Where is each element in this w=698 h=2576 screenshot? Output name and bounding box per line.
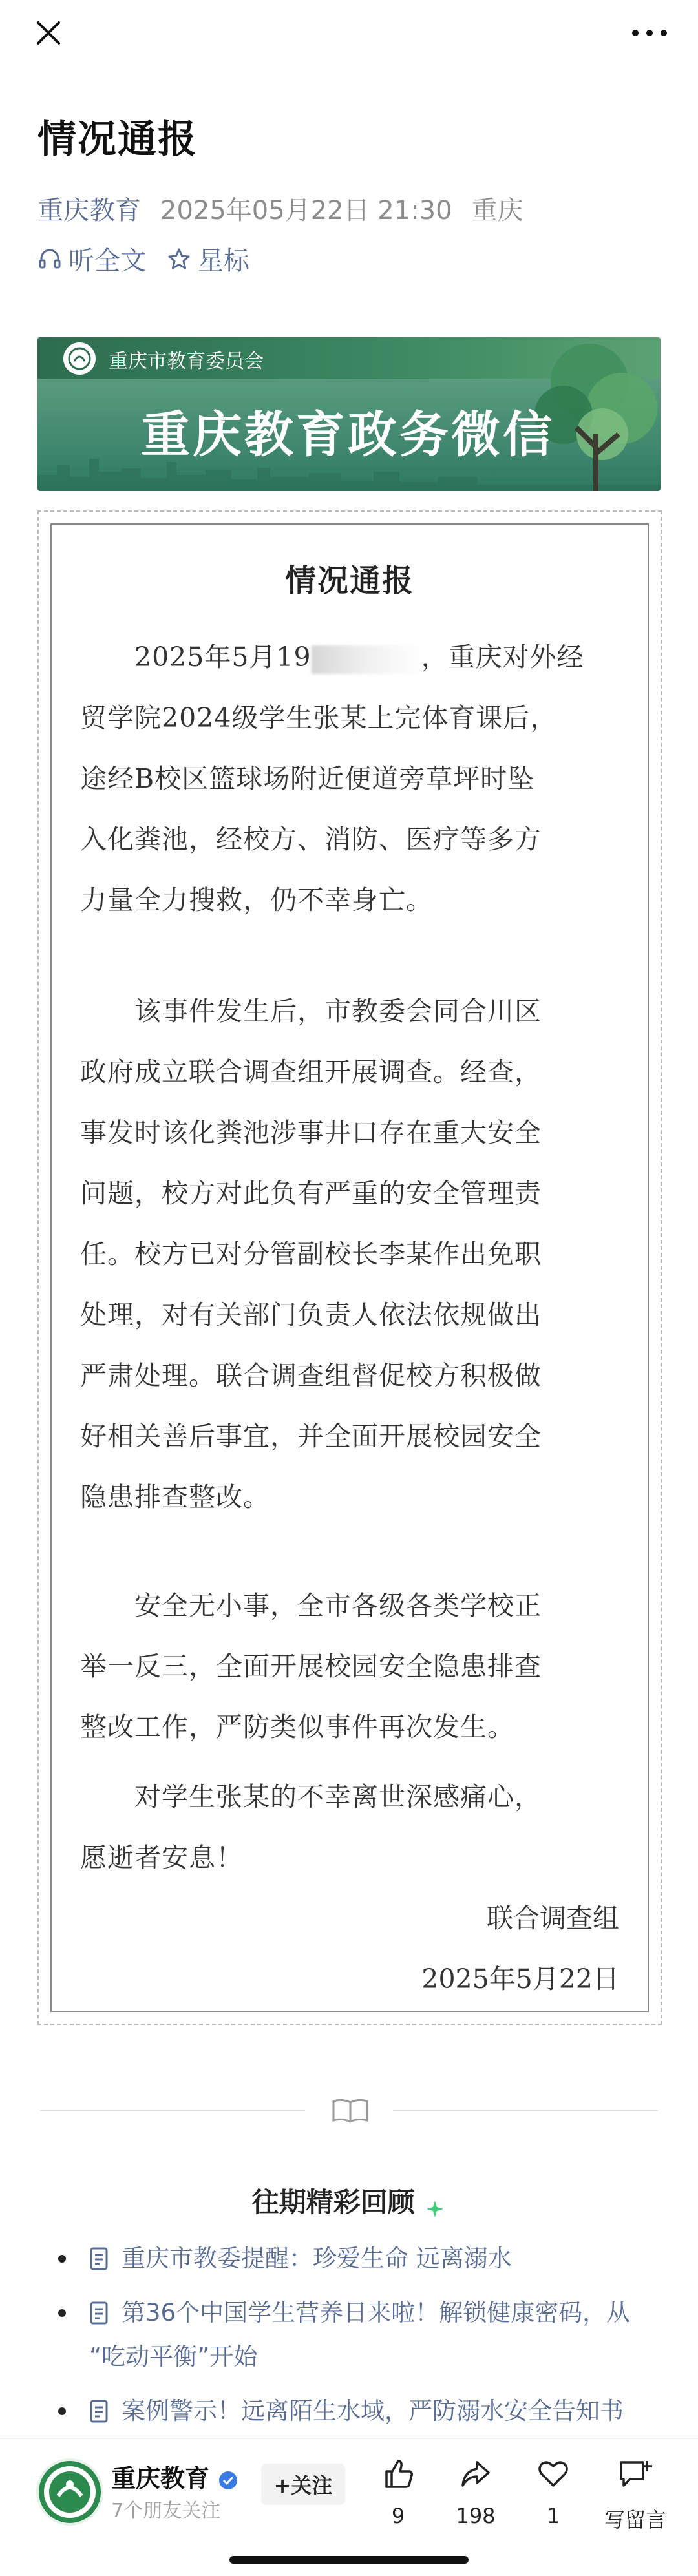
publish-location: 重庆 — [471, 196, 524, 225]
signature-block — [421, 1888, 619, 2009]
thumbs-up-icon — [381, 2457, 415, 2491]
share-count: 198 — [456, 2504, 496, 2528]
paragraph-line: 任。校方已对分管副校长李某作出免职 — [80, 1239, 542, 1270]
paragraph-line: 安全无小事，全市各级各类学校正 — [134, 1590, 542, 1621]
education-logo-icon — [63, 342, 96, 375]
close-icon[interactable] — [26, 10, 71, 56]
paragraph-line: 该事件发生后，市教委会同合川区 — [134, 996, 542, 1027]
banner-main-text: 重庆教育政务微信 — [141, 406, 555, 463]
notice-paragraph-1 — [80, 627, 623, 930]
paragraph-line: 力量全力搜救，仍不幸身亡。 — [80, 885, 433, 916]
signer-name: 联合调查组 — [487, 1903, 619, 1934]
paragraph-text: ，重庆对外经 — [421, 642, 584, 673]
more-options-icon[interactable] — [627, 10, 672, 56]
past-article-title: 第36个中国学生营养日来啦！解锁健康密码，从 — [122, 2299, 631, 2327]
home-indicator — [229, 2556, 469, 2564]
notice-title: 情况通报 — [284, 563, 414, 599]
headphones-icon — [37, 247, 62, 271]
document-icon — [89, 2400, 109, 2423]
follow-button[interactable]: +关注 — [261, 2464, 345, 2505]
paragraph-line: 入化粪池，经校方、消防、医疗等多方 — [80, 824, 542, 855]
notice-card — [37, 510, 662, 2025]
past-article-title: 重庆市教委提醒：珍爱生命 远离溺水 — [122, 2245, 512, 2272]
notice-paragraph-2 — [80, 981, 623, 1527]
heart-icon — [536, 2457, 570, 2491]
publish-datetime: 2025年05月22日 21:30 — [160, 196, 452, 225]
paragraph-line: 整改工作，严防类似事件再次发生。 — [80, 1712, 514, 1743]
star-icon — [167, 247, 191, 271]
paragraph-line: 途经B校区篮球场附近便道旁草坪时坠 — [80, 763, 535, 794]
verified-badge-icon — [218, 2470, 238, 2491]
paragraph-line: 隐患排查整改。 — [80, 1482, 270, 1513]
notice-frame — [50, 523, 649, 2012]
paragraph-line: 贸学院2024级学生张某上完体育课后， — [80, 702, 558, 733]
banner-org-text: 重庆市教育委员会 — [109, 350, 264, 373]
account-name-text: 重庆教育 — [111, 2464, 210, 2493]
paragraph-line: 事发时该化粪池涉事井口存在重大安全 — [80, 1117, 542, 1148]
past-heading-text: 往期精彩回顾 — [251, 2186, 415, 2218]
listen-button[interactable] — [37, 240, 146, 277]
paragraph-line: 愿逝者安息！ — [80, 1842, 243, 1873]
account-link[interactable]: 重庆教育 — [37, 196, 141, 225]
comment-plus-icon — [617, 2457, 653, 2491]
divider-line-left — [40, 2110, 305, 2111]
header-banner-image — [37, 337, 661, 491]
paragraph-line: 处理，对有关部门负责人依法依规做出 — [80, 1299, 542, 1330]
favorite-count: 1 — [546, 2504, 560, 2528]
share-arrow-icon — [459, 2457, 492, 2491]
document-icon — [89, 2247, 109, 2270]
sparkle-icon — [424, 2198, 446, 2220]
paragraph-line: 严肃处理。联合调查组督促校方积极做 — [80, 1360, 542, 1391]
paragraph-line: 好相关善后事宜，并全面开展校园安全 — [80, 1421, 542, 1452]
open-book-icon — [331, 2097, 370, 2123]
listen-label: 听全文 — [69, 246, 146, 276]
like-button[interactable] — [359, 2457, 437, 2528]
paragraph-line: 举一反三，全面开展校园安全隐患排查 — [80, 1651, 542, 1682]
paragraph-line: 问题，校方对此负有严重的安全管理责 — [80, 1178, 542, 1209]
bullet-dot — [58, 2309, 66, 2317]
star-label: 星标 — [198, 246, 249, 276]
divider-line-right — [393, 2110, 658, 2111]
favorite-button[interactable] — [514, 2457, 592, 2528]
past-highlights-heading — [0, 2181, 698, 2220]
date-text: 2025年5月19 — [134, 642, 312, 673]
bullet-dot — [58, 2407, 66, 2415]
paragraph-line: 政府成立联合调查组开展调查。经查， — [80, 1056, 542, 1087]
section-divider — [40, 2097, 658, 2123]
paragraph-line: 对学生张某的不幸离世深感痛心， — [134, 1781, 542, 1812]
paragraph-line — [80, 627, 623, 687]
account-name[interactable] — [111, 2458, 238, 2494]
comment-button[interactable] — [593, 2457, 677, 2533]
past-article-title: 案例警示！远离陌生水域，严防溺水安全告知书 — [122, 2397, 624, 2425]
account-avatar[interactable] — [36, 2458, 103, 2526]
like-count: 9 — [391, 2504, 405, 2528]
bullet-dot — [58, 2255, 66, 2263]
friends-following-count: 7个朋友关注 — [111, 2500, 221, 2522]
past-article-title: “吃动平衡”开始 — [89, 2343, 258, 2371]
share-button[interactable] — [437, 2457, 514, 2528]
article-title: 情况通报 — [37, 117, 198, 162]
document-icon — [89, 2301, 109, 2325]
notice-paragraph-4 — [80, 1766, 623, 1888]
comment-label: 写留言 — [604, 2508, 666, 2532]
star-button[interactable] — [167, 240, 249, 277]
article-actions — [37, 240, 270, 277]
notice-paragraph-3 — [80, 1575, 623, 1757]
signature-date: 2025年5月22日 — [421, 1963, 619, 1995]
article-meta — [37, 190, 524, 227]
redacted-blur — [312, 645, 421, 674]
